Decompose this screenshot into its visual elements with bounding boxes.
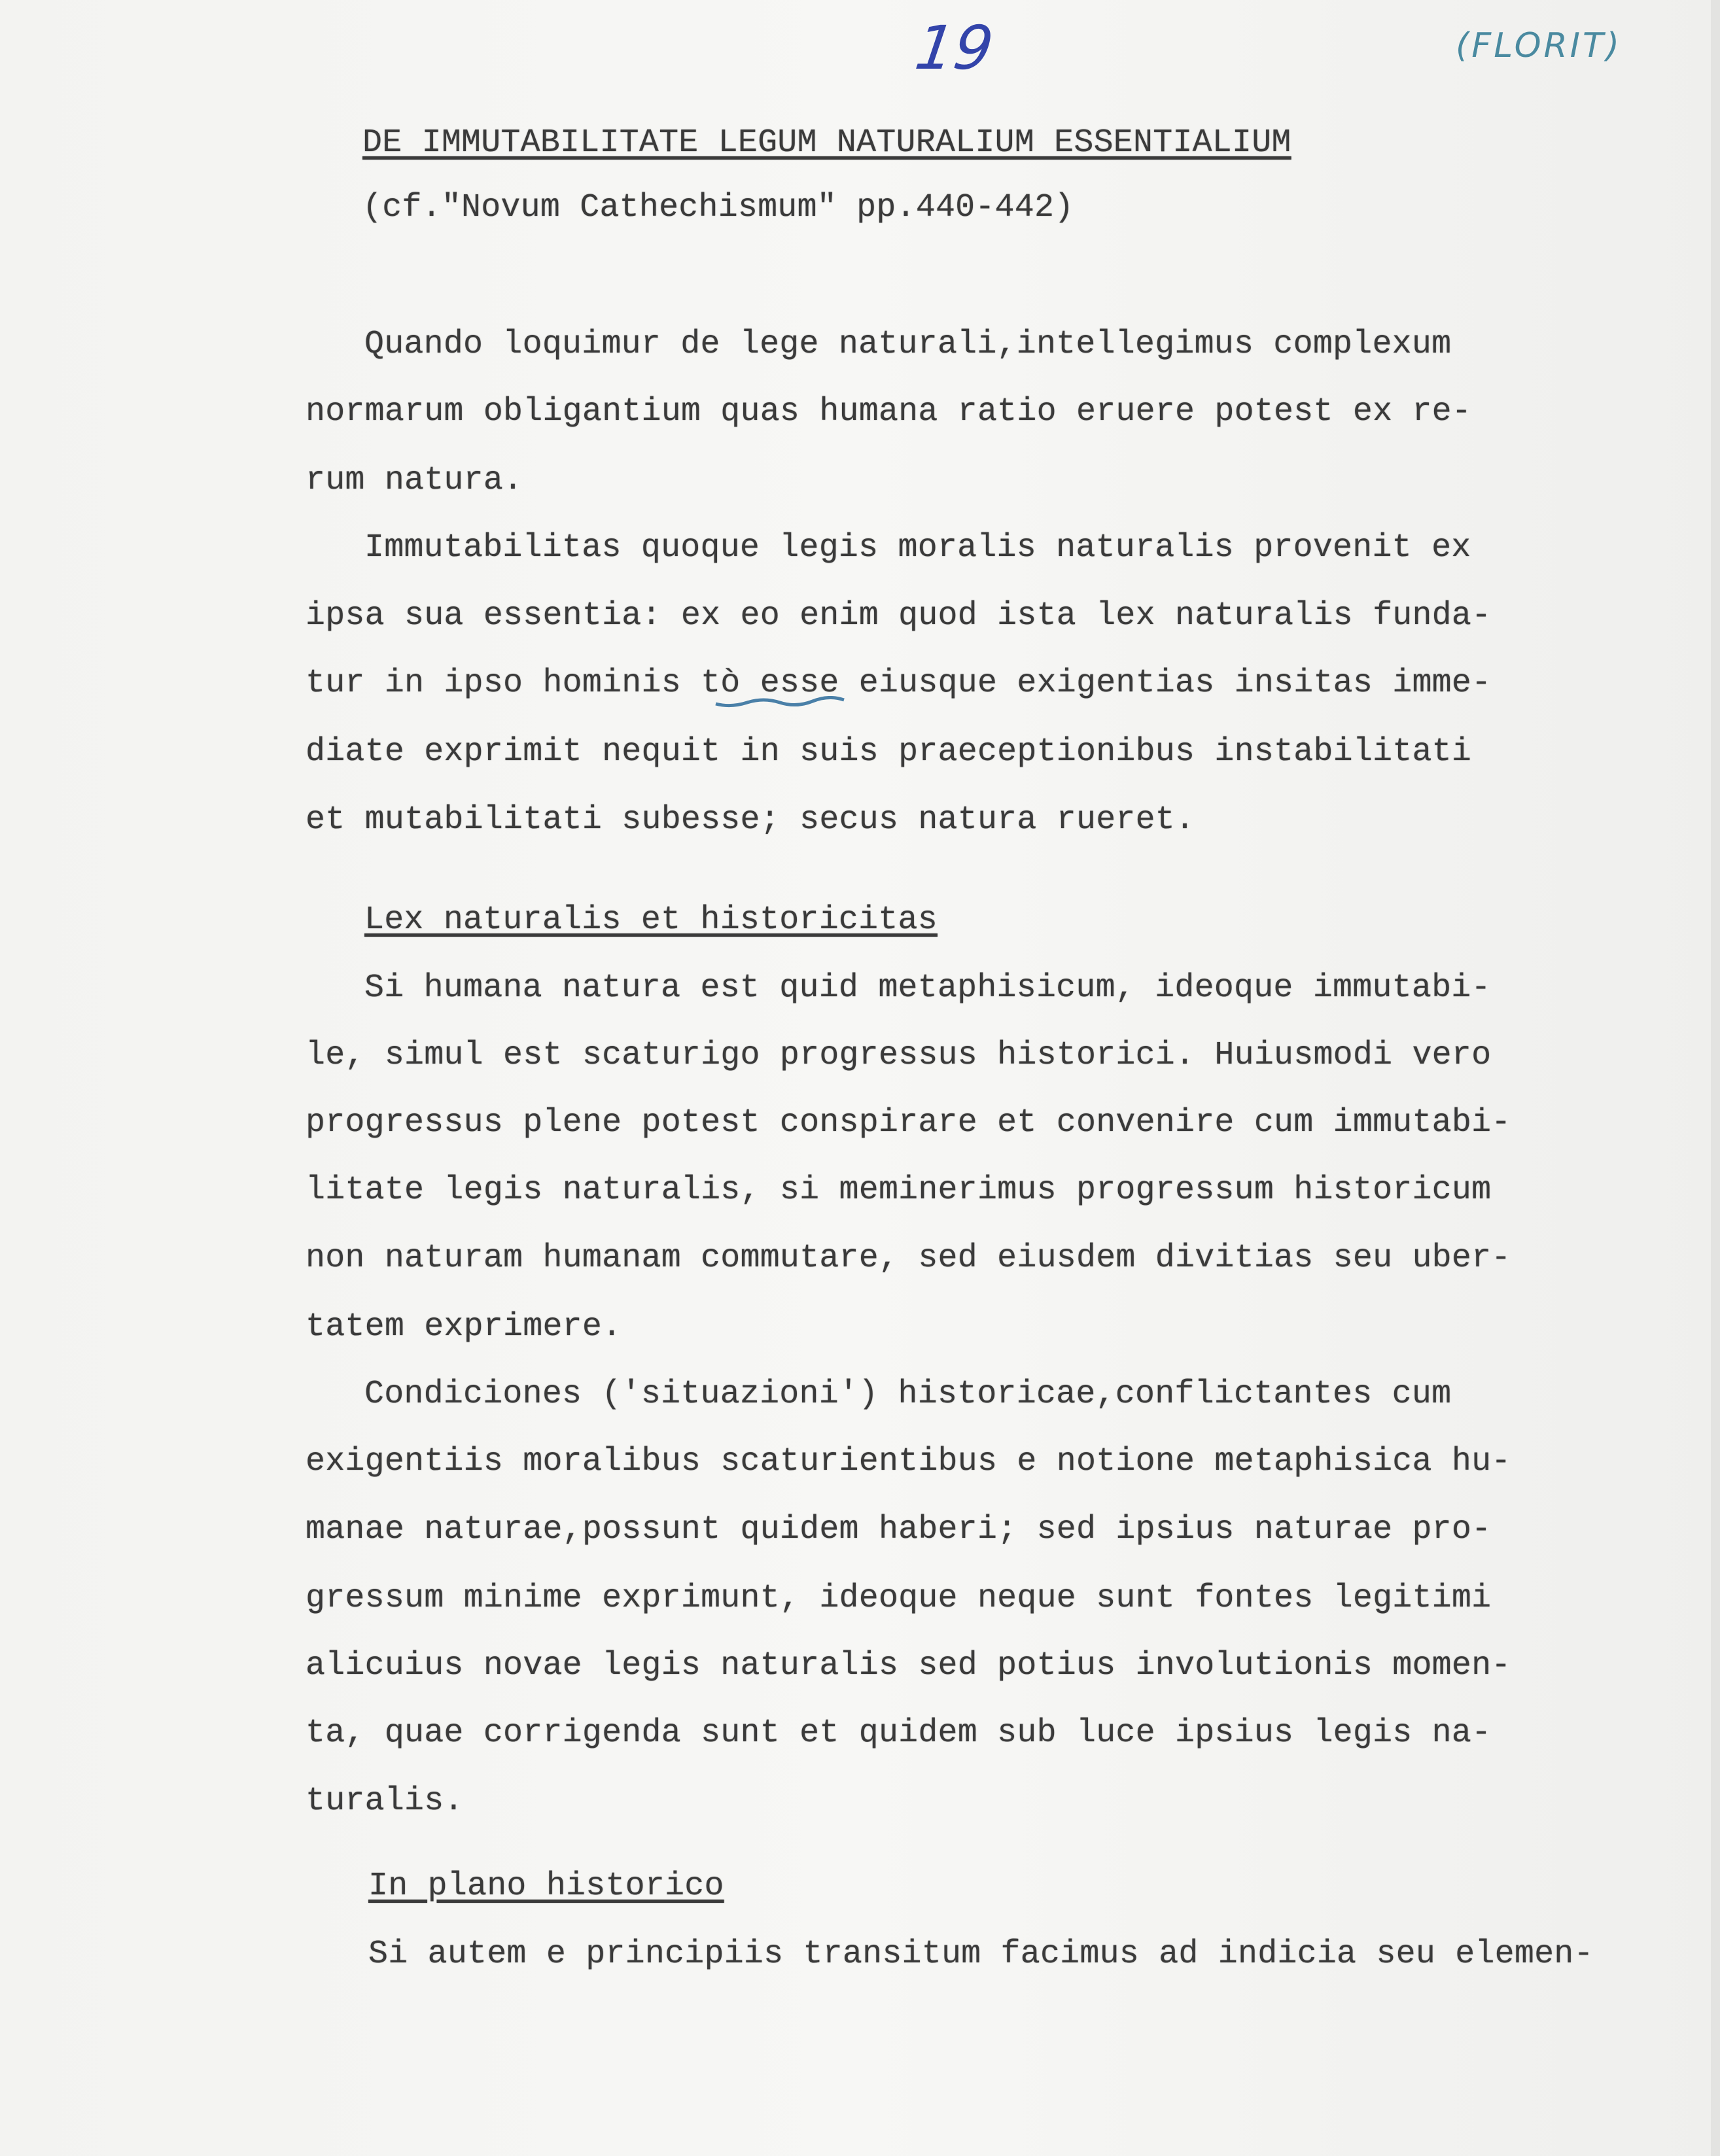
text-line: rum natura.: [306, 462, 523, 499]
text-line: ta, quae corrigenda sunt et quidem sub luce ipsius legis na-: [306, 1714, 1492, 1752]
handwritten-author-note: (FLORIT): [1456, 26, 1623, 65]
text-line: turalis.: [306, 1782, 464, 1820]
text-line: Immutabilitas quoque legis moralis naturalis provenit ex: [364, 529, 1471, 566]
text-line: manae naturae,possunt quidem haberi; sed ipsius naturae pro-: [306, 1511, 1492, 1548]
text-line: tatem exprimere.: [306, 1308, 622, 1346]
document-subtitle: (cf."Novum Cathechismum" pp.440-442): [362, 189, 1074, 226]
text-line: alicuius novae legis naturalis sed potius involutionis momen-: [306, 1647, 1511, 1684]
document-title: DE IMMUTABILITATE LEGUM NATURALIUM ESSENTIALIUM: [362, 124, 1291, 162]
section-heading: In plano historico: [368, 1868, 724, 1905]
text-line: progressus plene potest conspirare et convenire cum immutabi-: [306, 1104, 1511, 1141]
page-edge: [1711, 0, 1720, 2156]
text-line: le, simul est scaturigo progressus historici. Huiusmodi vero: [306, 1037, 1492, 1074]
text-line: exigentiis moralibus scaturientibus e notione metaphisica hu-: [306, 1443, 1511, 1480]
text-line: gressum minime exprimunt, ideoque neque sunt fontes legitimi: [306, 1580, 1492, 1617]
text-line: Quando loquimur de lege naturali,intellegimus complexum: [364, 326, 1452, 363]
text-line: diate exprimit nequit in suis praeceptionibus instabilitati: [306, 733, 1472, 771]
handwritten-page-number: 19: [911, 13, 998, 83]
section-heading: Lex naturalis et historicitas: [364, 901, 938, 939]
text-line: tur in ipso hominis tò esse eiusque exigentias insitas imme-: [306, 665, 1492, 702]
text-line: Si humana natura est quid metaphisicum, ideoque immutabi-: [364, 969, 1491, 1007]
text-line: et mutabilitati subesse; secus natura rueret.: [306, 801, 1195, 839]
text-line: Si autem e principiis transitum facimus ad indicia seu elemen-: [368, 1936, 1594, 1973]
text-line: ipsa sua essentia: ex eo enim quod ista lex naturalis funda-: [306, 597, 1492, 635]
text-line: litate legis naturalis, si meminerimus progressum historicum: [306, 1172, 1492, 1209]
handwritten-wavy-underline: [714, 696, 845, 709]
text-line: non naturam humanam commutare, sed eiusdem divitias seu uber-: [306, 1240, 1511, 1277]
text-line: normarum obligantium quas humana ratio eruere potest ex re-: [306, 393, 1472, 430]
text-line: Condiciones ('situazioni') historicae,conflictantes cum: [364, 1376, 1452, 1413]
